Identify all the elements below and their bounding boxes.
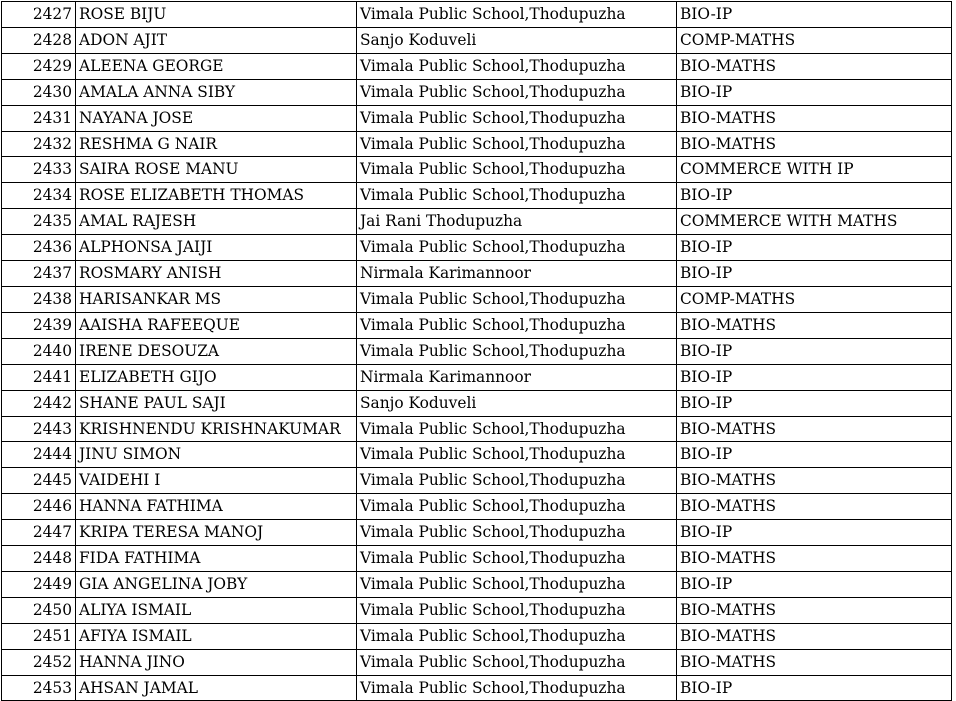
table-row [2,416,952,442]
table-row [2,623,952,649]
school-cell: Jai Rani Thodupuzha [357,209,677,235]
stream-cell: COMP-MATHS [677,27,952,53]
serial-number-cell: 2440 [2,338,76,364]
serial-number-cell: 2434 [2,183,76,209]
serial-number-cell: 2435 [2,209,76,235]
school-cell: Vimala Public School,Thodupuzha [357,468,677,494]
serial-number-cell: 2431 [2,105,76,131]
student-name-cell: HANNA FATHIMA [76,494,357,520]
table-row [2,79,952,105]
serial-number-cell: 2443 [2,416,76,442]
table-row [2,546,952,572]
student-name-cell: ADON AJIT [76,27,357,53]
serial-number-cell: 2427 [2,2,76,28]
school-cell: Vimala Public School,Thodupuzha [357,312,677,338]
serial-number-cell: 2448 [2,546,76,572]
serial-number-cell: 2439 [2,312,76,338]
school-cell: Vimala Public School,Thodupuzha [357,235,677,261]
stream-cell: COMMERCE WITH IP [677,157,952,183]
school-cell: Nirmala Karimannoor [357,261,677,287]
serial-number-cell: 2433 [2,157,76,183]
stream-cell: BIO-MATHS [677,597,952,623]
stream-cell: BIO-IP [677,571,952,597]
table-row [2,494,952,520]
table-row [2,131,952,157]
table-row [2,53,952,79]
student-name-cell: ALEENA GEORGE [76,53,357,79]
table-row [2,27,952,53]
student-name-cell: NAYANA JOSE [76,105,357,131]
school-cell: Vimala Public School,Thodupuzha [357,494,677,520]
table-row [2,520,952,546]
school-cell: Sanjo Koduveli [357,27,677,53]
stream-cell: BIO-MATHS [677,312,952,338]
stream-cell: BIO-MATHS [677,105,952,131]
stream-cell: COMP-MATHS [677,286,952,312]
school-cell: Nirmala Karimannoor [357,364,677,390]
serial-number-cell: 2429 [2,53,76,79]
stream-cell: BIO-MATHS [677,131,952,157]
serial-number-cell: 2441 [2,364,76,390]
school-cell: Vimala Public School,Thodupuzha [357,416,677,442]
table-row [2,261,952,287]
table-row [2,390,952,416]
table-row [2,286,952,312]
school-cell: Vimala Public School,Thodupuzha [357,520,677,546]
serial-number-cell: 2437 [2,261,76,287]
serial-number-cell: 2428 [2,27,76,53]
table-row [2,157,952,183]
serial-number-cell: 2445 [2,468,76,494]
school-cell: Vimala Public School,Thodupuzha [357,597,677,623]
table-row [2,364,952,390]
table-row [2,183,952,209]
serial-number-cell: 2453 [2,675,76,701]
table-row [2,597,952,623]
stream-cell: BIO-IP [677,442,952,468]
table-row [2,571,952,597]
student-name-cell: HARISANKAR MS [76,286,357,312]
stream-cell: BIO-IP [677,79,952,105]
table-row [2,675,952,701]
serial-number-cell: 2432 [2,131,76,157]
stream-cell: BIO-IP [677,261,952,287]
student-name-cell: ROSE ELIZABETH THOMAS [76,183,357,209]
table-row [2,338,952,364]
serial-number-cell: 2449 [2,571,76,597]
student-name-cell: AFIYA ISMAIL [76,623,357,649]
student-name-cell: ROSE BIJU [76,2,357,28]
student-name-cell: AHSAN JAMAL [76,675,357,701]
student-name-cell: JINU SIMON [76,442,357,468]
student-name-cell: IRENE DESOUZA [76,338,357,364]
serial-number-cell: 2446 [2,494,76,520]
school-cell: Vimala Public School,Thodupuzha [357,675,677,701]
table-row [2,209,952,235]
stream-cell: BIO-MATHS [677,546,952,572]
school-cell: Vimala Public School,Thodupuzha [357,131,677,157]
stream-cell: BIO-IP [677,390,952,416]
student-name-cell: VAIDEHI I [76,468,357,494]
table-row [2,105,952,131]
school-cell: Vimala Public School,Thodupuzha [357,571,677,597]
school-cell: Vimala Public School,Thodupuzha [357,157,677,183]
student-name-cell: KRISHNENDU KRISHNAKUMAR [76,416,357,442]
serial-number-cell: 2436 [2,235,76,261]
school-cell: Sanjo Koduveli [357,390,677,416]
stream-cell: BIO-MATHS [677,494,952,520]
table-row [2,2,952,28]
student-list-table [1,1,952,701]
school-cell: Vimala Public School,Thodupuzha [357,442,677,468]
school-cell: Vimala Public School,Thodupuzha [357,2,677,28]
school-cell: Vimala Public School,Thodupuzha [357,286,677,312]
student-name-cell: KRIPA TERESA MANOJ [76,520,357,546]
table-body [2,2,952,701]
student-name-cell: ELIZABETH GIJO [76,364,357,390]
student-name-cell: ROSMARY ANISH [76,261,357,287]
school-cell: Vimala Public School,Thodupuzha [357,649,677,675]
serial-number-cell: 2447 [2,520,76,546]
school-cell: Vimala Public School,Thodupuzha [357,183,677,209]
student-name-cell: GIA ANGELINA JOBY [76,571,357,597]
school-cell: Vimala Public School,Thodupuzha [357,53,677,79]
stream-cell: BIO-IP [677,338,952,364]
student-name-cell: AMAL RAJESH [76,209,357,235]
stream-cell: BIO-IP [677,183,952,209]
student-name-cell: ALIYA ISMAIL [76,597,357,623]
serial-number-cell: 2450 [2,597,76,623]
serial-number-cell: 2452 [2,649,76,675]
table-row [2,442,952,468]
stream-cell: BIO-IP [677,520,952,546]
school-cell: Vimala Public School,Thodupuzha [357,623,677,649]
table-row [2,312,952,338]
stream-cell: BIO-MATHS [677,623,952,649]
school-cell: Vimala Public School,Thodupuzha [357,79,677,105]
student-name-cell: AMALA ANNA SIBY [76,79,357,105]
table-row [2,649,952,675]
student-name-cell: RESHMA G NAIR [76,131,357,157]
school-cell: Vimala Public School,Thodupuzha [357,338,677,364]
stream-cell: BIO-IP [677,235,952,261]
student-name-cell: AAISHA RAFEEQUE [76,312,357,338]
stream-cell: BIO-MATHS [677,649,952,675]
student-name-cell: FIDA FATHIMA [76,546,357,572]
student-name-cell: HANNA JINO [76,649,357,675]
student-name-cell: SHANE PAUL SAJI [76,390,357,416]
stream-cell: BIO-MATHS [677,53,952,79]
stream-cell: BIO-IP [677,364,952,390]
stream-cell: BIO-MATHS [677,416,952,442]
stream-cell: COMMERCE WITH MATHS [677,209,952,235]
school-cell: Vimala Public School,Thodupuzha [357,105,677,131]
table-row [2,235,952,261]
stream-cell: BIO-IP [677,675,952,701]
serial-number-cell: 2438 [2,286,76,312]
student-name-cell: ALPHONSA JAIJI [76,235,357,261]
serial-number-cell: 2451 [2,623,76,649]
serial-number-cell: 2442 [2,390,76,416]
school-cell: Vimala Public School,Thodupuzha [357,546,677,572]
stream-cell: BIO-IP [677,2,952,28]
serial-number-cell: 2444 [2,442,76,468]
student-name-cell: SAIRA ROSE MANU [76,157,357,183]
stream-cell: BIO-MATHS [677,468,952,494]
table-row [2,468,952,494]
serial-number-cell: 2430 [2,79,76,105]
